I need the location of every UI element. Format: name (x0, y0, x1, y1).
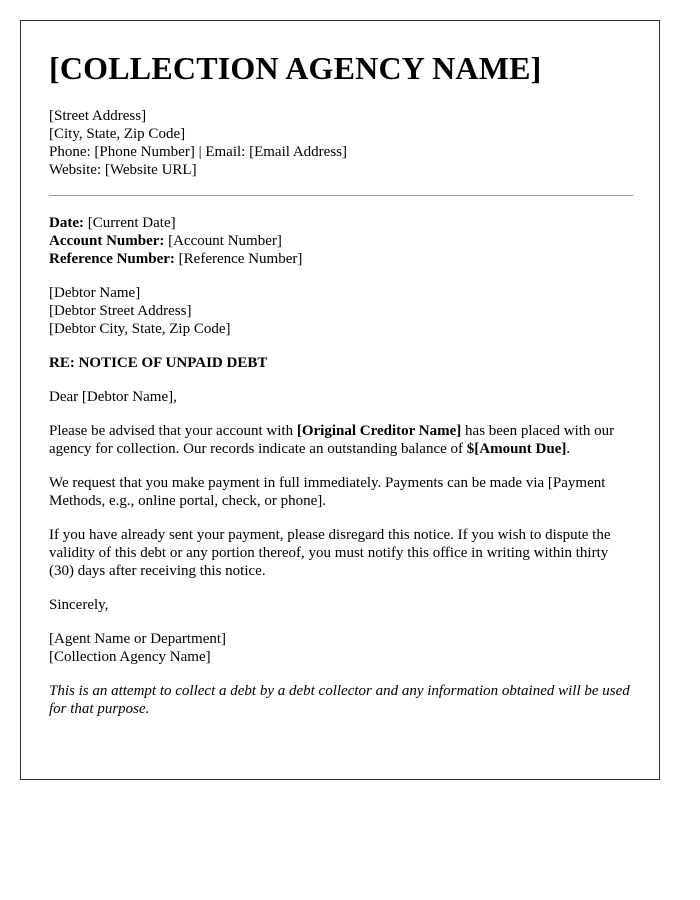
paragraph-payment-request: We request that you make payment in full immediately. Payments can be made via [Payment Methods, e.g., online portal, check, or phone]. (49, 475, 606, 509)
reference-number-value: [Reference Number] (174, 251, 303, 267)
website-label: Website: (49, 162, 105, 178)
signature-block (49, 630, 631, 666)
contact-separator: | (194, 144, 206, 160)
debtor-address-block (49, 284, 631, 338)
agency-street: [Street Address] (49, 108, 147, 124)
agency-city-state-zip: [City, State, Zip Code] (49, 126, 186, 142)
email-label: Email: (205, 144, 250, 160)
website-value: [Website URL] (104, 162, 197, 178)
header-divider (49, 195, 633, 196)
agency-contact-line (49, 143, 631, 161)
signature-agent: [Agent Name or Department] (49, 631, 227, 647)
agency-name-heading: [COLLECTION AGENCY NAME] (49, 50, 542, 86)
paragraph1-text-a: Please be advised that your account with (49, 423, 297, 439)
closing: Sincerely, (49, 597, 109, 613)
collection-letter (20, 20, 660, 780)
reference-number-label: Reference Number: (49, 251, 175, 267)
signature-agency: [Collection Agency Name] (49, 649, 211, 665)
date-label: Date: (49, 215, 84, 231)
reference-number-line (49, 250, 631, 268)
date-value: [Current Date] (83, 215, 176, 231)
email-value: [Email Address] (249, 144, 347, 160)
account-number-label: Account Number: (49, 233, 165, 249)
debtor-city-state-zip: [Debtor City, State, Zip Code] (49, 321, 231, 337)
debtor-street: [Debtor Street Address] (49, 303, 192, 319)
paragraph1-text-c: . (566, 441, 571, 457)
agency-website-line (49, 161, 631, 179)
date-line (49, 214, 631, 232)
letter-meta-block (49, 214, 631, 268)
original-creditor-name: [Original Creditor Name] (296, 423, 462, 439)
salutation: Dear [Debtor Name], (49, 389, 177, 405)
phone-label: Phone: (49, 144, 95, 160)
account-number-value: [Account Number] (164, 233, 282, 249)
agency-address-block (49, 107, 631, 179)
account-number-line (49, 232, 631, 250)
paragraph1-text-b: has been placed with our agency for collection. Our records indicate an outstanding balance of (49, 423, 615, 457)
paragraph-placement-notice (49, 422, 631, 458)
phone-value: [Phone Number] (94, 144, 195, 160)
paragraph-dispute-notice: If you have already sent your payment, please disregard this notice. If you wish to dispute the validity of this debt or any portion thereof, you must notify this office in writing within thirty (30) days after receiving this notice. (49, 527, 611, 579)
amount-due: $[Amount Due] (466, 441, 567, 457)
debt-collector-disclaimer: This is an attempt to collect a debt by a debt collector and any information obtained will be used for that purpose. (49, 683, 630, 717)
debtor-name: [Debtor Name] (49, 285, 141, 301)
subject-line: RE: NOTICE OF UNPAID DEBT (49, 355, 268, 371)
